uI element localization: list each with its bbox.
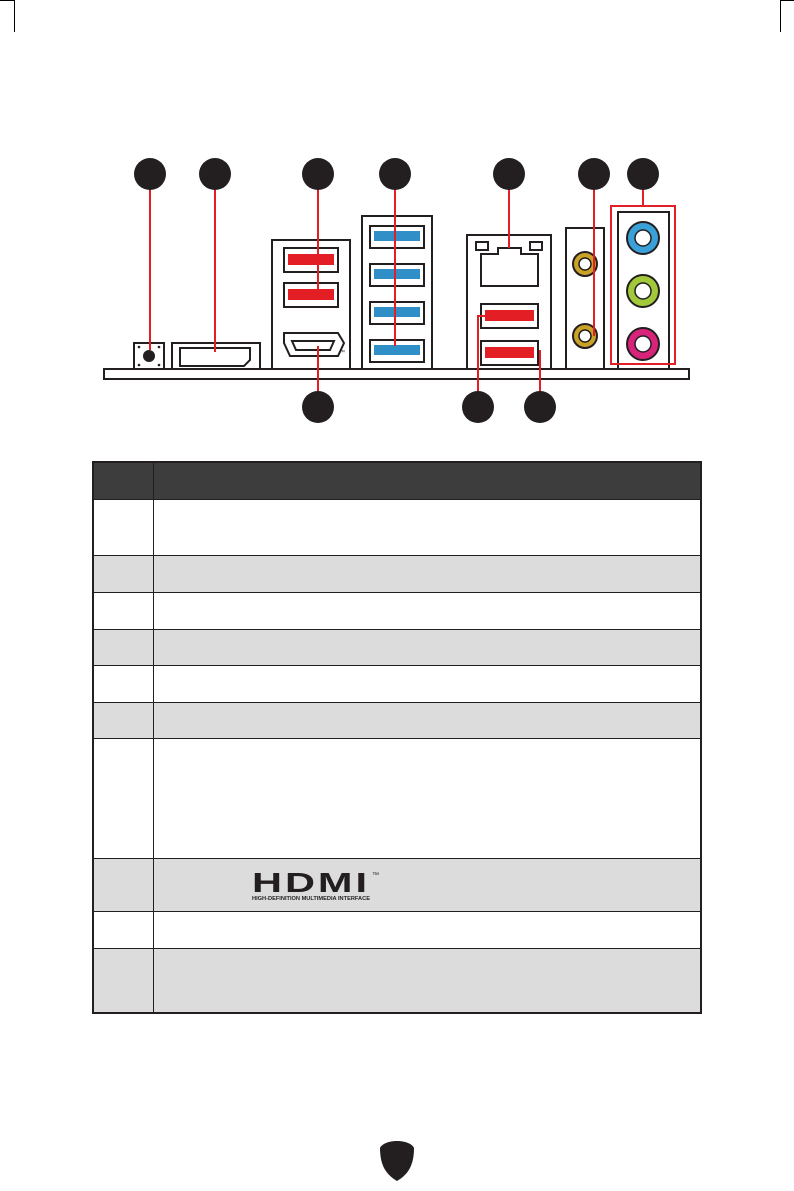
row-description-cell	[154, 556, 702, 593]
row-description-cell	[154, 593, 702, 630]
usb-hdmi-block	[272, 240, 350, 369]
row-number-cell	[93, 500, 154, 556]
usb-blue-block	[362, 216, 432, 369]
ports-table	[92, 461, 702, 1014]
hdmi-logo-word: HDMI	[252, 868, 370, 898]
row-description-cell	[154, 859, 702, 912]
row-number-cell	[93, 666, 154, 703]
callout-marker	[199, 158, 231, 190]
hdmi-logo-tagline: HIGH-DEFINITION MULTIMEDIA INTERFACE	[252, 896, 371, 902]
header-cell-description	[154, 462, 702, 500]
header-cell-number	[93, 462, 154, 500]
table-row	[93, 912, 701, 949]
table-row	[93, 500, 701, 556]
callout-marker	[134, 158, 166, 190]
row-number-cell	[93, 912, 154, 949]
row-number-cell	[93, 703, 154, 739]
table-row	[93, 859, 701, 912]
row-number-cell	[93, 556, 154, 593]
table-row	[93, 556, 701, 593]
callout-marker	[379, 158, 411, 190]
panel-base	[104, 369, 689, 379]
table-row	[93, 739, 701, 859]
dragon-shield-icon	[379, 1140, 415, 1182]
table-row	[93, 703, 701, 739]
hdmi-logo-tm: ™	[372, 872, 379, 879]
audio-jacks-block	[611, 206, 675, 369]
row-description-cell	[154, 949, 702, 1013]
row-description-cell	[154, 739, 702, 859]
callout-marker	[302, 158, 334, 190]
row-description-cell	[154, 500, 702, 556]
row-number-cell	[93, 630, 154, 666]
lan-usb-block	[467, 235, 551, 369]
callout-marker	[578, 158, 610, 190]
row-number-cell	[93, 949, 154, 1013]
row-description-cell	[154, 630, 702, 666]
callout-marker	[627, 158, 659, 190]
callout-marker	[302, 391, 334, 423]
wifi-antenna-block	[566, 228, 604, 369]
row-number-cell	[93, 593, 154, 630]
row-description-cell	[154, 912, 702, 949]
table-header-row	[93, 462, 701, 500]
callout-marker	[462, 391, 494, 423]
hdmi-trademark-mark: ™	[339, 350, 345, 356]
table-row	[93, 949, 701, 1013]
row-number-cell	[93, 739, 154, 859]
callout-marker	[524, 391, 556, 423]
table-row	[93, 593, 701, 630]
hdmi-logo	[252, 868, 386, 902]
table-row	[93, 666, 701, 703]
back-panel-diagram	[0, 0, 794, 430]
callout-marker	[493, 158, 525, 190]
row-description-cell	[154, 666, 702, 703]
table-row	[93, 630, 701, 666]
row-number-cell	[93, 859, 154, 912]
row-description-cell	[154, 703, 702, 739]
